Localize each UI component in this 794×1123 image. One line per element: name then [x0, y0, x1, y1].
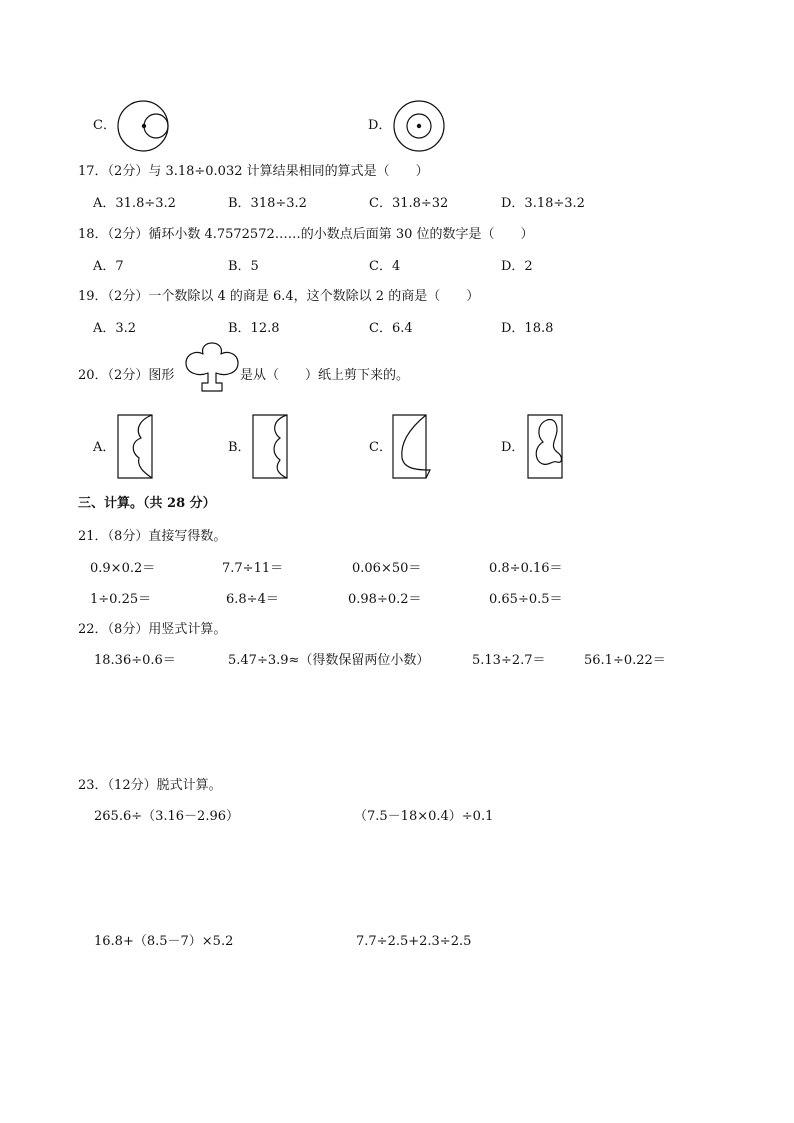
q19-option-a: A．3.2 — [93, 321, 137, 336]
q22-stem: 22．（8分）用竖式计算。 — [78, 622, 227, 637]
q18-option-d: D．2 — [501, 259, 533, 274]
q16-option-c-label: C． — [93, 118, 116, 133]
q22-item-4: 56.1÷0.22＝ — [584, 653, 666, 668]
q23-item-1: 265.6÷（3.16－2.96） — [94, 809, 239, 824]
q17-option-b: B．318÷3.2 — [228, 196, 307, 211]
q19-option-c: C．6.4 — [369, 321, 413, 336]
q23-item-4: 7.7÷2.5+2.3÷2.5 — [356, 934, 472, 949]
q21-stem: 21．（8分）直接写得数。 — [78, 529, 227, 544]
q16-option-d-label: D． — [368, 118, 392, 133]
q17-option-a: A．31.8÷3.2 — [93, 196, 176, 211]
q23-item-2: （7.5－18×0.4）÷0.1 — [354, 809, 494, 824]
q18-option-a: A．7 — [93, 259, 124, 274]
q21-item-7: 0.98÷0.2＝ — [348, 592, 422, 607]
q20-option-d-figure — [527, 414, 563, 480]
q21-item-1: 0.9×0.2＝ — [90, 561, 156, 576]
q17-stem: 17．（2分）与 3.18÷0.032 计算结果相同的算式是（ ） — [78, 164, 429, 179]
q18-option-b: B．5 — [228, 259, 259, 274]
q21-item-2: 7.7÷11＝ — [222, 561, 284, 576]
q22-item-3: 5.13÷2.7＝ — [472, 653, 546, 668]
q19-option-b: B．12.8 — [228, 321, 280, 336]
q22-item-2: 5.47÷3.9≈（得数保留两位小数） — [228, 653, 430, 668]
q18-option-c: C．4 — [369, 259, 401, 274]
q21-item-4: 0.8÷0.16＝ — [489, 561, 563, 576]
q20-stem-before: 20．（2分）图形 — [78, 368, 175, 383]
q16-option-c-figure — [116, 99, 170, 153]
q21-item-5: 1÷0.25＝ — [90, 592, 152, 607]
q20-option-c-label: C． — [369, 440, 392, 455]
q21-item-8: 0.65÷0.5＝ — [489, 592, 563, 607]
clover-figure — [182, 343, 242, 407]
q20-option-a-figure — [117, 414, 153, 480]
q20-option-b-label: B． — [228, 440, 251, 455]
q17-option-c: C．31.8÷32 — [369, 196, 449, 211]
q23-item-3: 16.8+（8.5－7）×5.2 — [94, 934, 234, 949]
q21-item-6: 6.8÷4＝ — [226, 592, 279, 607]
q21-item-3: 0.06×50＝ — [352, 561, 422, 576]
q23-stem: 23．（12分）脱式计算。 — [78, 778, 222, 793]
q20-option-c-figure — [392, 414, 432, 480]
section-3-title: 三、计算。（共 28 分） — [78, 496, 216, 511]
q22-item-1: 18.36÷0.6＝ — [94, 653, 176, 668]
q20-option-d-label: D． — [501, 440, 525, 455]
q18-stem: 18．（2分）循环小数 4.7572572……的小数点后面第 30 位的数字是（ ） — [78, 227, 534, 242]
q17-option-d: D．3.18÷3.2 — [501, 196, 585, 211]
q20-option-b-figure — [252, 414, 288, 480]
q19-option-d: D．18.8 — [501, 321, 554, 336]
q19-stem: 19．（2分）一个数除以 4 的商是 6.4，这个数除以 2 的商是（ ） — [78, 289, 480, 304]
q20-stem-after: 是从（ ）纸上剪下来的。 — [240, 368, 410, 383]
q20-option-a-label: A． — [93, 440, 116, 455]
q16-option-d-figure — [392, 99, 446, 153]
